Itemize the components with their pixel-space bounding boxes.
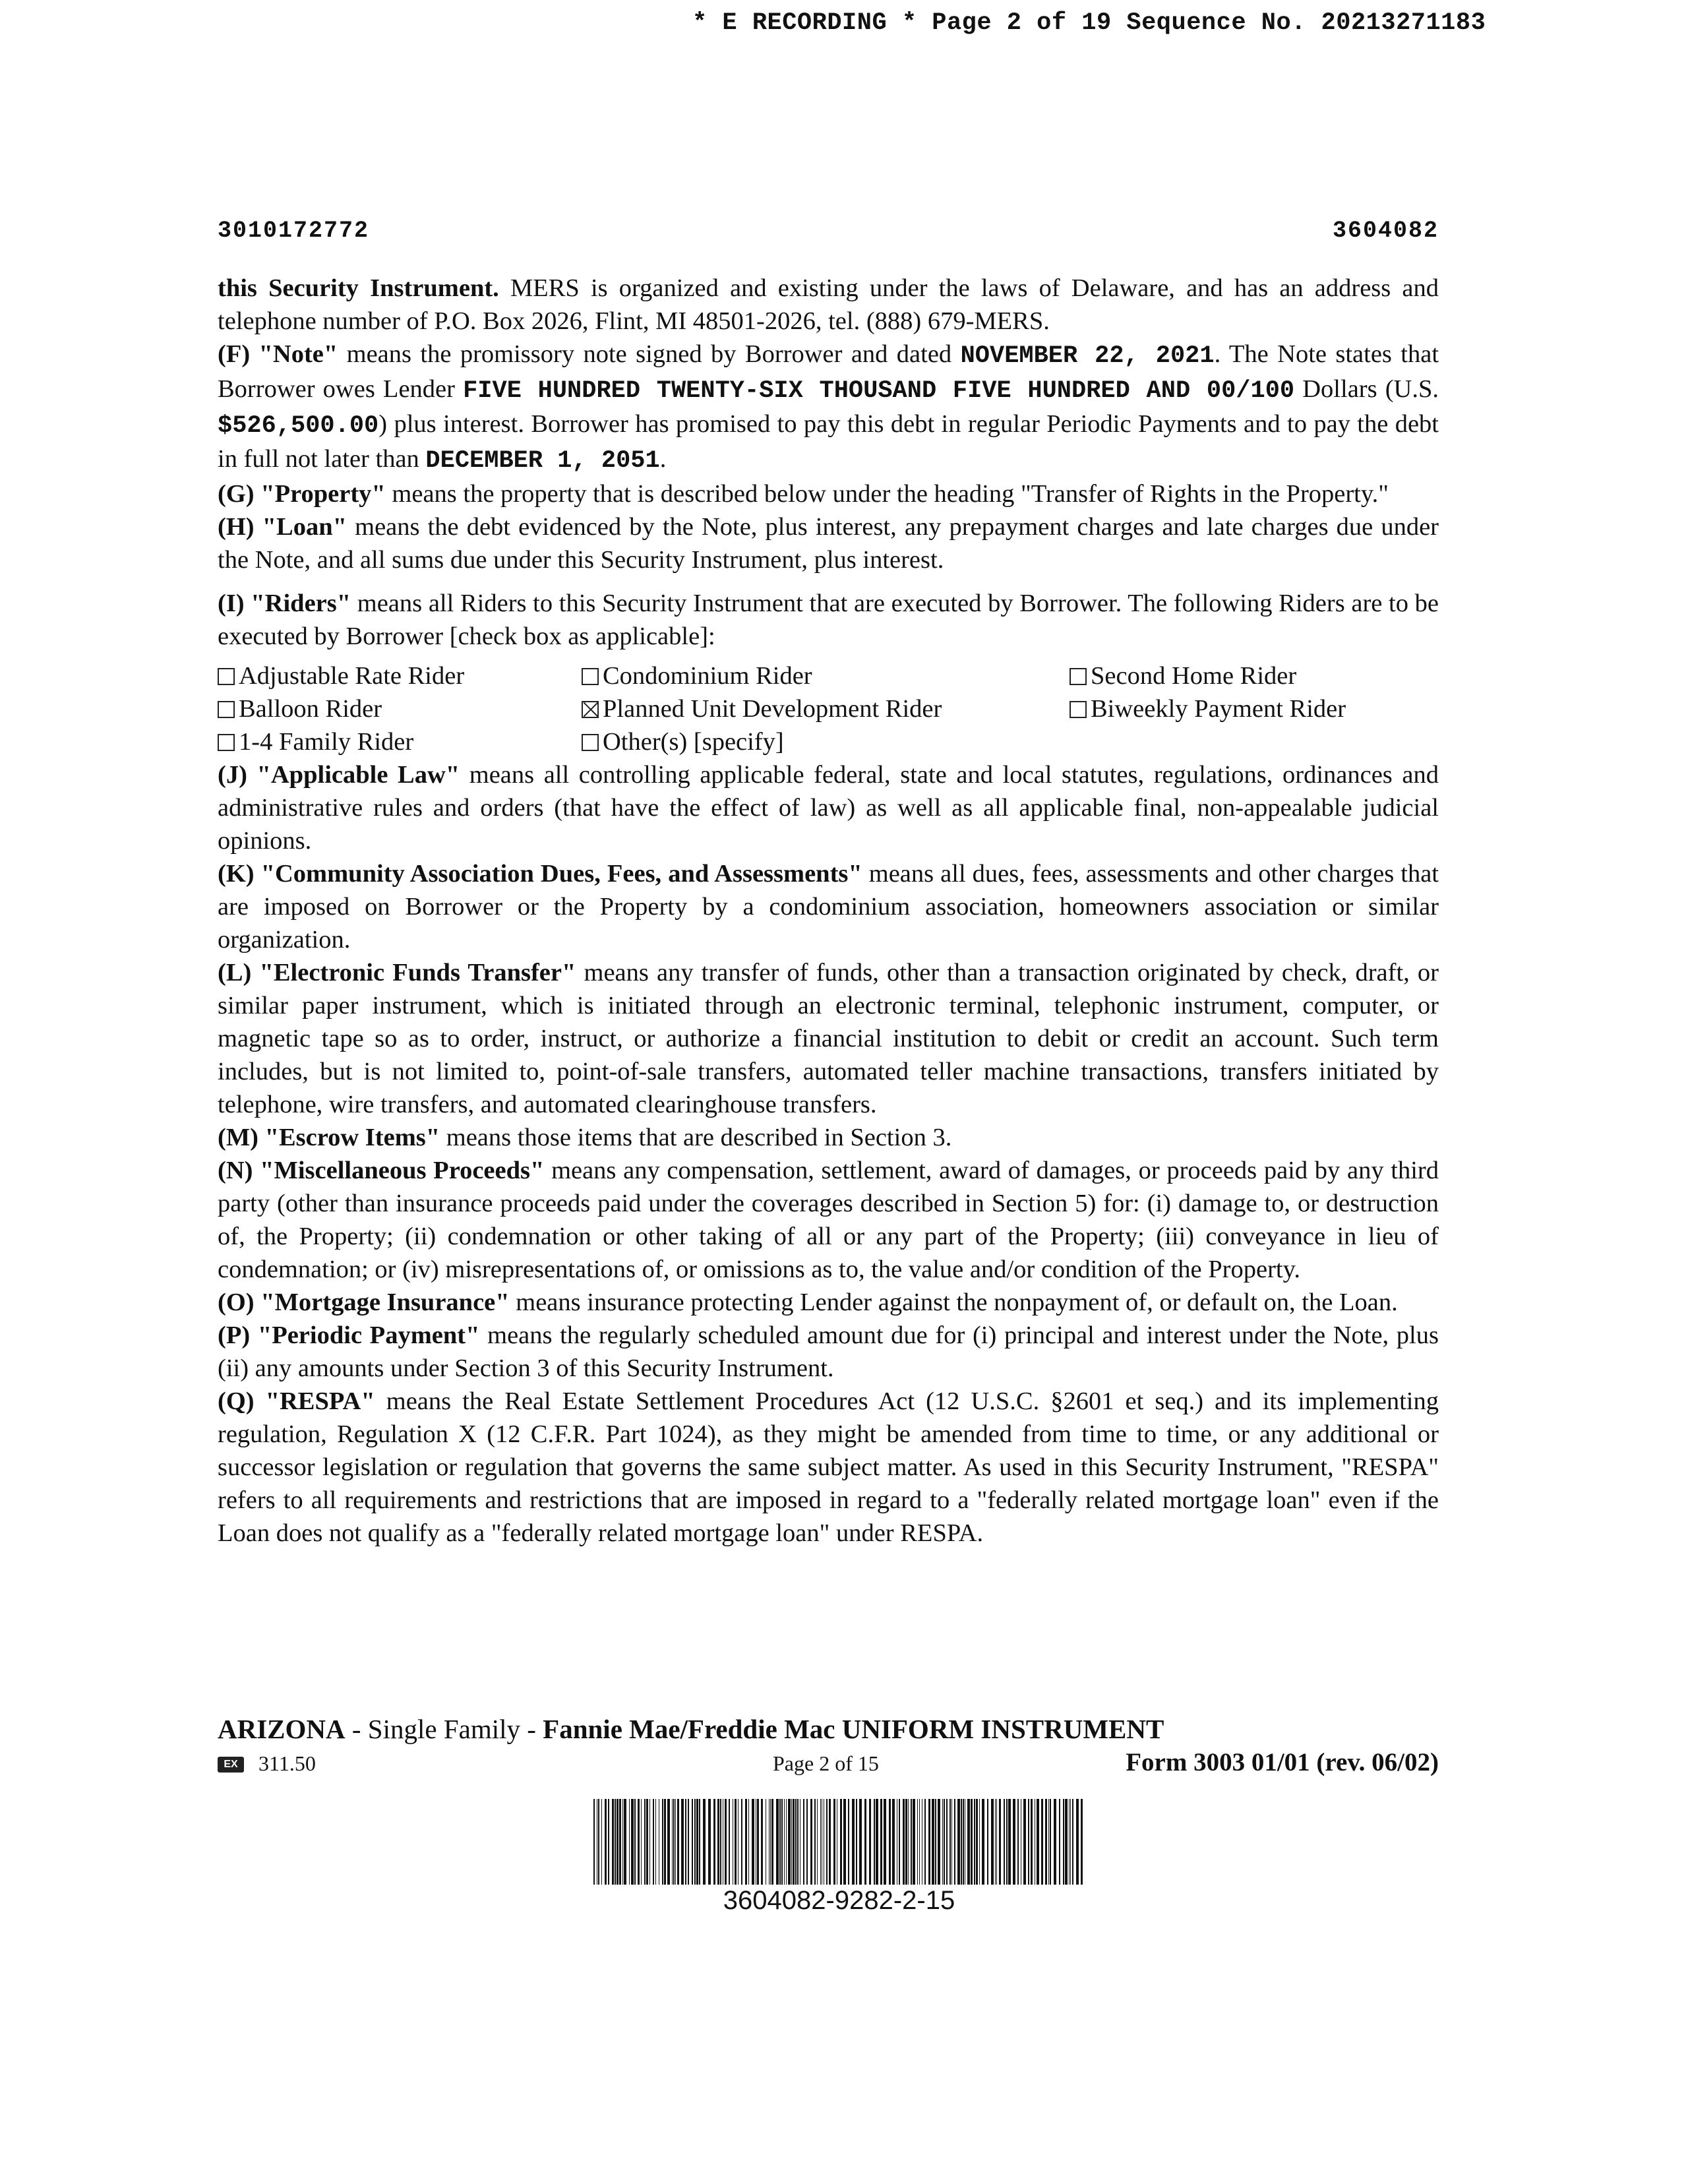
form-code: 311.50 [258,1751,316,1775]
barcode-bar [615,1799,616,1885]
barcode-bar [843,1799,846,1885]
footer-row [218,1750,1439,1780]
barcode-bar [829,1799,831,1885]
barcode-bar [598,1799,599,1885]
definition-text: means all controlling applicable federal, state and local statutes, regulations, ordinances and administrative rules and orders (that have the effect of law) as well as all applicable final, non-appealable judicial opinions. [218,761,1439,855]
barcode-bar [644,1799,646,1885]
barcode-bar [634,1799,636,1885]
barcode-bar [692,1799,693,1885]
barcode-bar [1054,1799,1056,1885]
checkbox-icon[interactable] [1070,701,1087,718]
barcode-bar [996,1799,997,1885]
barcode-bar [761,1799,763,1885]
barcode-bar [864,1799,866,1885]
barcode-bar [924,1799,926,1885]
barcode-bar [938,1799,940,1885]
barcode-bar [776,1799,779,1885]
barcode-bar [1072,1799,1073,1885]
definition-label: (N) "Miscellaneous Proceeds" [218,1157,545,1184]
barcode-bar [601,1799,602,1885]
barcode-number: 3604082-9282-2-15 [723,1886,955,1915]
rider-option[interactable] [582,659,1070,692]
riders-checklist [218,659,1439,758]
barcode-bar [803,1799,804,1885]
barcode-bar [1081,1799,1083,1885]
barcode-bar [899,1799,900,1885]
barcode-bar [673,1799,675,1885]
barcode-bar [638,1799,640,1885]
definition-paragraph [218,1385,1439,1550]
rider-option[interactable] [582,725,1070,758]
definition-label: (G) "Property" [218,480,386,508]
rider-option[interactable] [1070,659,1439,692]
barcode-bar [641,1799,642,1885]
barcode-bar [735,1799,737,1885]
definition-label: (I) "Riders" [218,590,351,617]
barcode-bar [1076,1799,1079,1885]
barcode-bar [675,1799,676,1885]
barcode-icon [593,1799,1085,1885]
barcode-bar [982,1799,984,1885]
barcode-bar [1050,1799,1051,1885]
barcode-bar [688,1799,689,1885]
checkbox-icon[interactable] [218,668,235,685]
barcode-bar [795,1799,797,1885]
barcode-bar [612,1799,614,1885]
barcode-bar [1004,1799,1005,1885]
definition-label: (J) "Applicable Law" [218,761,460,789]
barcode-bar [694,1799,696,1885]
barcode-bar [950,1799,951,1885]
definition-paragraph [218,587,1439,653]
barcode-bar [781,1799,783,1885]
footer-state: ARIZONA [218,1714,346,1744]
barcode-bar [672,1799,673,1885]
reference-number: 3604082 [1332,218,1439,244]
definition-paragraph [218,1286,1439,1319]
rider-label: Other(s) [specify] [603,728,784,756]
barcode-bar [848,1799,849,1885]
barcode-bar [655,1799,656,1885]
loan-number: 3010172772 [218,218,370,244]
barcode-bar [856,1799,857,1885]
rider-option[interactable] [218,725,582,758]
barcode-bar [649,1799,650,1885]
barcode-bar [593,1799,595,1885]
barcode-bar [720,1799,721,1885]
definition-text: means the property that is described below under the heading "Transfer of Rights in the Property." [385,480,1389,508]
rider-label: Balloon Rider [239,695,382,723]
barcode-bar [1031,1799,1033,1885]
barcode-bar [1041,1799,1043,1885]
barcode-bar [935,1799,936,1885]
barcode-bar [1048,1799,1049,1885]
barcode-bar [791,1799,792,1885]
form-number: Form 3003 01/01 (rev. 06/02) [1126,1748,1439,1776]
barcode-bar [806,1799,808,1885]
barcode-bar [653,1799,654,1885]
barcode-bar [979,1799,980,1885]
barcode-bar [1028,1799,1029,1885]
definition-note [218,338,1439,477]
checkbox-icon[interactable] [582,701,599,718]
barcode-bar [840,1799,842,1885]
rider-option[interactable] [218,659,582,692]
barcode-bar [903,1799,905,1885]
barcode-bar [946,1799,948,1885]
barcode-bar [889,1799,891,1885]
rider-label: Biweekly Payment Rider [1091,695,1346,723]
rider-label: 1-4 Family Rider [239,728,414,756]
barcode-bar [1023,1799,1026,1885]
barcode-bar [797,1799,799,1885]
definition-label: (M) "Escrow Items" [218,1124,440,1151]
barcode-bar [1017,1799,1019,1885]
rider-option[interactable] [218,692,582,725]
barcode-bar [696,1799,698,1885]
barcode-bar [770,1799,771,1885]
barcode-bar [685,1799,686,1885]
definition-paragraph [218,1121,1439,1154]
barcode-bar [646,1799,648,1885]
barcode-bar [976,1799,978,1885]
barcode-bar [605,1799,607,1885]
barcode-bar [788,1799,791,1885]
barcode-bar [741,1799,742,1885]
barcode-bar [908,1799,909,1885]
footer-instrument: Fannie Mae/Freddie Mac UNIFORM INSTRUMENT [543,1714,1164,1744]
barcode-bar [814,1799,816,1885]
barcode-bar [752,1799,754,1885]
barcode-bar [662,1799,663,1885]
barcode-bar [826,1799,828,1885]
rider-option[interactable] [1070,692,1439,725]
definition-label: (H) "Loan" [218,513,347,541]
barcode-bar [833,1799,835,1885]
barcode-bar [954,1799,955,1885]
barcode-bar [771,1799,773,1885]
definition-text: means any transfer of funds, other than a transaction originated by check, draft, or similar paper instrument, which is initiated through an electronic terminal, telephonic instrument, computer, or magnetic tape so as to order, instruct, or authorize a financial institution to debit or credit an account. Such term includes, but is not limited to, point-of-sale transfers, automated teller machine transactions, transfers initiated by telephone, wire transfers, and automated clearinghouse transfers. [218,959,1439,1118]
barcode-bar [961,1799,962,1885]
definition-label: (F) "Note" [218,340,338,368]
barcode-bar [957,1799,960,1885]
barcode-bar [619,1799,621,1885]
barcode-bar [1013,1799,1015,1885]
definition-text: means all dues, fees, assessments and other charges that are imposed on Borrower or the Property by a condominium association, homeowners association or similar organization. [218,860,1439,954]
barcode-bar [713,1799,715,1885]
barcode-bar [913,1799,915,1885]
definition-label: (O) "Mortgage Insurance" [218,1289,510,1316]
rider-label: Condominium Rider [603,662,812,690]
barcode-bar [919,1799,920,1885]
barcode-bar [928,1799,930,1885]
barcode-bar [817,1799,818,1885]
note-date: NOVEMBER 22, 2021 [960,342,1215,370]
barcode-bar [667,1799,670,1885]
barcode-bar [703,1799,706,1885]
definition-label: (Q) "RESPA" [218,1387,375,1415]
rider-option[interactable] [582,692,1070,725]
barcode-bar [725,1799,727,1885]
recording-header: * E RECORDING * Page 2 of 19 Sequence No. 20213271183 [692,9,1486,37]
barcode-bar [995,1799,996,1885]
barcode-bar [631,1799,634,1885]
barcode-bar [677,1799,679,1885]
definition-paragraph [218,510,1439,576]
barcode-bar [880,1799,882,1885]
definition-label: (L) "Electronic Funds Transfer" [218,959,576,986]
rider-label: Adjustable Rate Rider [239,662,465,690]
note-amount-words: FIVE HUNDRED TWENTY-SIX THOUSAND FIVE HUNDRED AND 00/100 [463,377,1295,405]
checkbox-icon[interactable] [582,734,599,751]
intro-paragraph [218,272,1439,338]
barcode-bar [905,1799,907,1885]
rider-label: Planned Unit Development Rider [603,695,942,723]
barcode-bar [942,1799,943,1885]
definitions-group-b [218,758,1439,1550]
definition-text: Dollars (U.S. [1294,375,1439,403]
definition-paragraph [218,758,1439,857]
barcode-bar [876,1799,878,1885]
barcode-bar [884,1799,886,1885]
note-maturity-date: DECEMBER 1, 2051 [425,447,660,475]
checkbox-icon[interactable] [218,701,235,718]
barcode-bar [932,1799,934,1885]
barcode-bar [874,1799,875,1885]
rider-label: Second Home Rider [1091,662,1297,690]
barcode-bar [999,1799,1001,1885]
footer-separator: - Single Family - [345,1714,543,1744]
barcode-bar [757,1799,759,1885]
barcode-bar [963,1799,964,1885]
footer-title [218,1713,1164,1745]
barcode-bar [699,1799,700,1885]
barcode-bar [1063,1799,1064,1885]
definition-text: means the promissory note signed by Borrower and dated [338,340,961,368]
barcode-bar [944,1799,945,1885]
definition-paragraph [218,956,1439,1121]
barcode-bar [1065,1799,1068,1885]
barcode-bar [793,1799,795,1885]
barcode-bar [1069,1799,1070,1885]
barcode-bar [608,1799,609,1885]
barcode-bar [1008,1799,1011,1885]
barcode-bar [745,1799,747,1885]
page-number: Page 2 of 15 [773,1751,879,1775]
definition-text: means those items that are described in Section 3. [440,1124,952,1151]
definition-text: means the debt evidenced by the Note, plus interest, any prepayment charges and late charges due under the Note, and all sums due under this Security Instrument, plus interest. [218,513,1439,574]
barcode-bar [622,1799,623,1885]
barcode-bar [852,1799,855,1885]
barcode-bar [987,1799,988,1885]
barcode-bar [624,1799,626,1885]
barcode-bar [748,1799,749,1885]
definition-text: . The Note states that Borrower owes Lender [218,340,1439,403]
barcode-bar [779,1799,781,1885]
definition-paragraph [218,1154,1439,1286]
barcode-bar [1070,1799,1071,1885]
barcode-bar [784,1799,785,1885]
checkbox-icon[interactable] [582,668,599,685]
barcode-bar [859,1799,862,1885]
barcode-bar [629,1799,630,1885]
barcode-bar [708,1799,711,1885]
barcode-bar [664,1799,666,1885]
definition-text: means all Riders to this Security Instrument that are executed by Borrower. The following Riders are to be executed by Borrower [check box as applicable]: [218,590,1439,650]
intro-lead: this Security Instrument. [218,274,499,302]
barcode-bar [617,1799,618,1885]
definitions-group-a [218,477,1439,653]
barcode-bar [911,1799,912,1885]
intro-text: MERS is organized and existing under the laws of Delaware, and has an address and telephone number of P.O. Box 2026, Flint, MI 48501-2026, tel. (888) 679-MERS. [218,274,1439,335]
definition-text: ) plus interest. Borrower has promised to pay this debt in regular Periodic Payments and to pay the debt in full not later than [218,410,1439,473]
barcode-bar [917,1799,918,1885]
definition-text: . [659,445,667,473]
barcode-bar [971,1799,973,1885]
checkbox-icon[interactable] [1070,668,1087,685]
barcode-bar [991,1799,994,1885]
definition-paragraph [218,477,1439,510]
definition-text: means any compensation, settlement, award of damages, or proceeds paid by any third party (other than insurance proceeds paid under the coverages described in Section 5) for: (i) damage to, or destruction of, the Property; (ii) condemnation or other taking of all or any part of the Property; (iii) conveyance in lieu of condemnation; or (iv) misrepresentations of, or omissions as to, the value and/or condition of the Property. [218,1157,1439,1283]
form-code-icon: EX [218,1757,244,1773]
barcode-bar [1006,1799,1008,1885]
document-body [218,272,1439,1550]
definition-paragraph [218,857,1439,956]
barcode-bar [820,1799,821,1885]
barcode-bar [1059,1799,1060,1885]
barcode-bar [967,1799,970,1885]
definition-paragraph [218,1319,1439,1385]
barcode-bar [681,1799,684,1885]
barcode-bar [869,1799,871,1885]
definition-text: means the Real Estate Settlement Procedures Act (12 U.S.C. §2601 et seq.) and its implementing regulation, Regulation X (12 C.F.R. Part 1024), as they might be amended from time to time, or any additional or successor legislation or regulation that governs the same subject matter. As used in this Security Instrument, "RESPA" refers to all requirements and restrictions that are imposed in regard to a "federally related mortgage loan" even if the Loan does not qualify as a "federally related mortgage loan" under RESPA. [218,1387,1439,1547]
barcode-bar [974,1799,975,1885]
barcode-bar [892,1799,895,1885]
definition-label: (P) "Periodic Payment" [218,1321,480,1349]
checkbox-icon[interactable] [218,734,235,751]
note-amount: $526,500.00 [218,412,379,440]
barcode-bar [810,1799,812,1885]
definition-text: means the regularly scheduled amount due for (i) principal and interest under the Note, plus (ii) any amounts under Section 3 of this Security Instrument. [218,1321,1439,1382]
definition-text: means insurance protecting Lender against the nonpayment of, or default on, the Loan. [509,1289,1398,1316]
barcode-bar [786,1799,787,1885]
barcode-bar [951,1799,952,1885]
definition-label: (K) "Community Association Dues, Fees, and Assessments" [218,860,862,888]
barcode-bar [729,1799,730,1885]
barcode-bar [1037,1799,1039,1885]
barcode-bar [1045,1799,1047,1885]
barcode-bar [717,1799,719,1885]
